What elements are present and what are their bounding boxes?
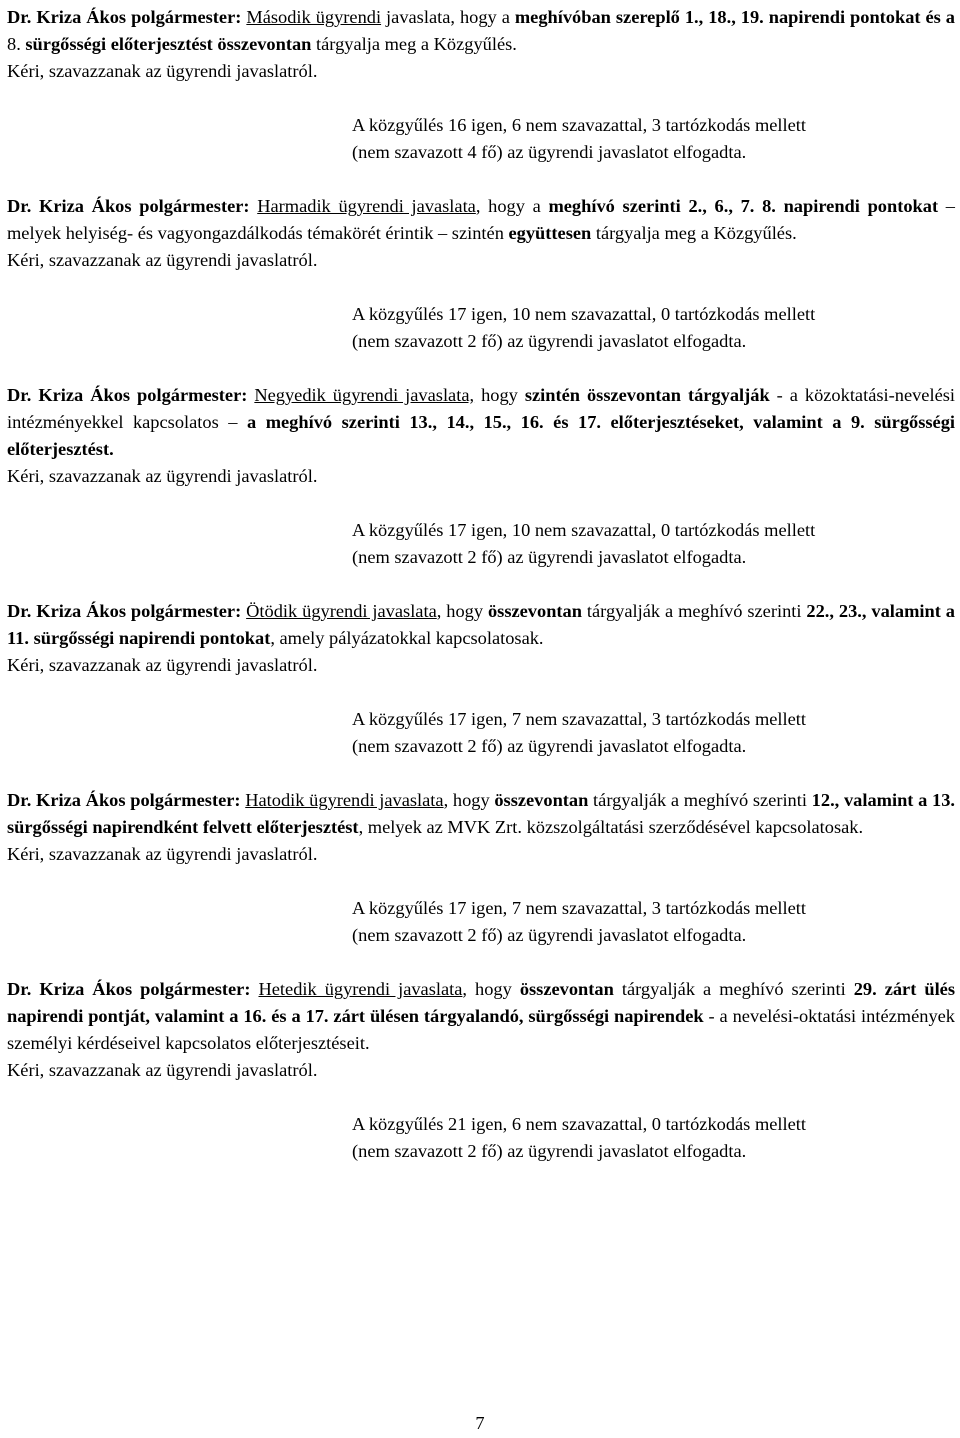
vote-result-line-1: A közgyűlés 17 igen, 7 nem szavazattal, 3 tartózkodás mellett xyxy=(352,709,807,729)
motion-title: Hetedik ügyrendi javaslata xyxy=(258,979,463,999)
speaker-name: Dr. Kriza Ákos polgármester: xyxy=(7,979,251,999)
speaker-name: Dr. Kriza Ákos polgármester: xyxy=(7,7,242,27)
motion-title: Harmadik ügyrendi javaslata xyxy=(257,196,476,216)
vote-result xyxy=(352,706,955,760)
vote-result-line-1: A közgyűlés 17 igen, 10 nem szavazattal, 0 tartózkodás mellett xyxy=(352,304,816,324)
vote-result-line-2: (nem szavazott 2 fő) az ügyrendi javaslatot elfogadta. xyxy=(352,925,747,945)
motion-paragraph: Dr. Kriza Ákos polgármester: Hetedik ügyrendi javaslata, hogy összevontan tárgyalják a meghívó szerinti 29. zárt ülés napirendi pontját, valamint a 16. és a 17. zárt ülésen tárgyalandó, sürgősségi napirendek - a nevelési-oktatási intézmények személyi kérdéseivel kapcsolatos előterjesztéseit. xyxy=(7,979,956,1053)
motion-title: Ötödik ügyrendi javaslata xyxy=(246,601,437,621)
motion-section-3 xyxy=(7,193,955,355)
vote-result xyxy=(352,301,955,355)
vote-result xyxy=(352,517,955,571)
motion-section-6 xyxy=(7,787,955,949)
motion-paragraph: Dr. Kriza Ákos polgármester: Harmadik ügyrendi javaslata, hogy a meghívó szerinti 2., 6., 7. 8. napirendi pontokat – melyek helyiség- és vagyongazdálkodás témakörét érintik – szintén együttesen tárgyalja meg a Közgyűlés. xyxy=(7,196,955,243)
vote-request: Kéri, szavazzanak az ügyrendi javaslatról. xyxy=(7,250,318,270)
vote-result xyxy=(352,1111,955,1165)
speaker-name: Dr. Kriza Ákos polgármester: xyxy=(7,385,248,405)
speaker-name: Dr. Kriza Ákos polgármester: xyxy=(7,196,250,216)
vote-result xyxy=(352,895,955,949)
motion-title: Hatodik ügyrendi javaslata xyxy=(245,790,444,810)
motion-paragraph: Dr. Kriza Ákos polgármester: Ötödik ügyrendi javaslata, hogy összevontan tárgyalják a meghívó szerinti 22., 23., valamint a 11. sürgősségi napirendi pontokat, amely pályázatokkal kapcsolatosak. xyxy=(7,601,955,648)
vote-request: Kéri, szavazzanak az ügyrendi javaslatról. xyxy=(7,844,318,864)
motion-paragraph: Dr. Kriza Ákos polgármester: Negyedik ügyrendi javaslata, hogy szintén összevontan tárgyalják - a közoktatási-nevelési intézményekkel kapcsolatos – a meghívó szerinti 13., 14., 15., 16. és 17. előterjesztéseket, valamint a 9. sürgősségi előterjesztést. xyxy=(7,385,956,459)
motion-section-2 xyxy=(7,4,955,166)
vote-result-line-2: (nem szavazott 2 fő) az ügyrendi javaslatot elfogadta. xyxy=(352,736,747,756)
motion-title: Negyedik ügyrendi javaslata, xyxy=(254,385,475,405)
vote-request: Kéri, szavazzanak az ügyrendi javaslatról. xyxy=(7,61,318,81)
vote-result-line-2: (nem szavazott 4 fő) az ügyrendi javaslatot elfogadta. xyxy=(352,142,747,162)
vote-result xyxy=(352,112,955,166)
vote-result-line-1: A közgyűlés 16 igen, 6 nem szavazattal, 3 tartózkodás mellett xyxy=(352,115,807,135)
document-page xyxy=(7,4,955,1192)
vote-request: Kéri, szavazzanak az ügyrendi javaslatról. xyxy=(7,466,318,486)
vote-request: Kéri, szavazzanak az ügyrendi javaslatról. xyxy=(7,655,318,675)
vote-request: Kéri, szavazzanak az ügyrendi javaslatról. xyxy=(7,1060,318,1080)
vote-result-line-1: A közgyűlés 17 igen, 7 nem szavazattal, 3 tartózkodás mellett xyxy=(352,898,807,918)
vote-result-line-1: A közgyűlés 21 igen, 6 nem szavazattal, 0 tartózkodás mellett xyxy=(352,1114,807,1134)
vote-result-line-2: (nem szavazott 2 fő) az ügyrendi javaslatot elfogadta. xyxy=(352,331,747,351)
speaker-name: Dr. Kriza Ákos polgármester: xyxy=(7,601,242,621)
motion-section-7 xyxy=(7,976,955,1165)
motion-paragraph: Dr. Kriza Ákos polgármester: Második ügyrendi javaslata, hogy a meghívóban szereplő 1., 18., 19. napirendi pontokat és a 8. sürgősségi előterjesztést összevontan tárgyalja meg a Közgyűlés. xyxy=(7,7,955,54)
motion-section-4 xyxy=(7,382,955,571)
speaker-name: Dr. Kriza Ákos polgármester: xyxy=(7,790,241,810)
vote-result-line-1: A közgyűlés 17 igen, 10 nem szavazattal, 0 tartózkodás mellett xyxy=(352,520,816,540)
motion-paragraph: Dr. Kriza Ákos polgármester: Hatodik ügyrendi javaslata, hogy összevontan tárgyalják a meghívó szerinti 12., valamint a 13. sürgősségi napirendként felvett előterjesztést, melyek az MVK Zrt. közszolgáltatási szerződésével kapcsolatosak. xyxy=(7,790,955,837)
motion-section-5 xyxy=(7,598,955,760)
vote-result-line-2: (nem szavazott 2 fő) az ügyrendi javaslatot elfogadta. xyxy=(352,1141,747,1161)
vote-result-line-2: (nem szavazott 2 fő) az ügyrendi javaslatot elfogadta. xyxy=(352,547,747,567)
motion-title: Második ügyrendi xyxy=(246,7,382,27)
page-number: 7 xyxy=(475,1413,485,1433)
